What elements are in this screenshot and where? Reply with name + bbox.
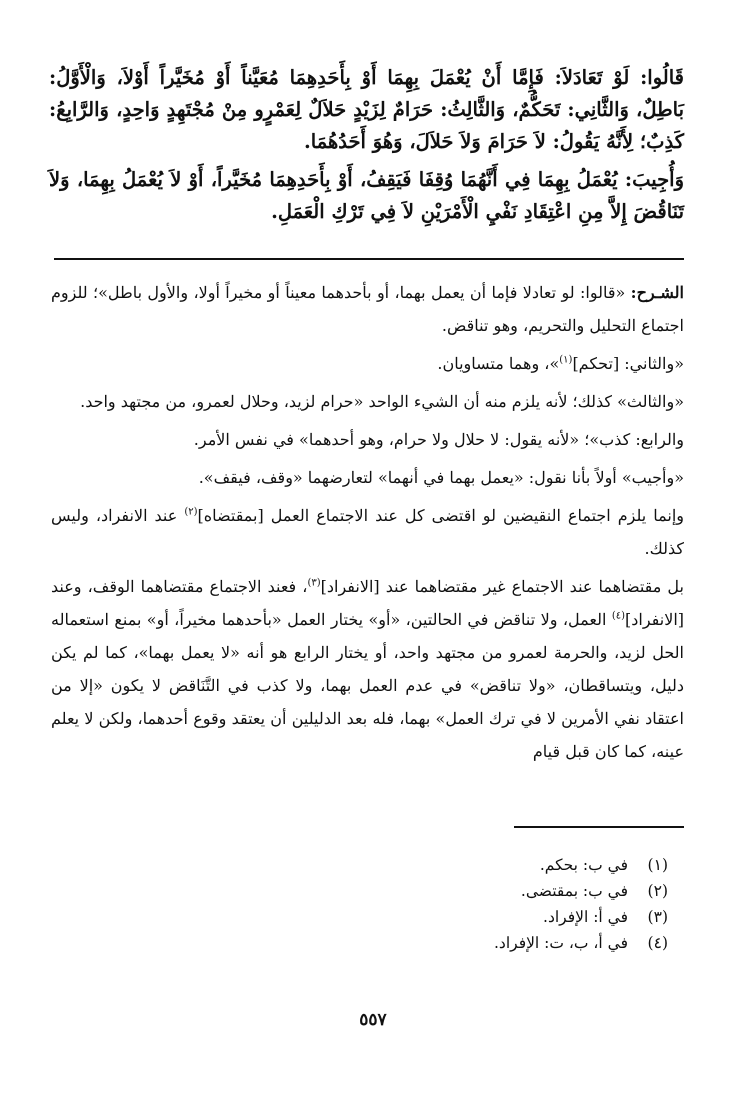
footnote-number: (٢)	[647, 882, 668, 900]
page-number: ٥٥٧	[359, 1010, 387, 1030]
main-text-divider	[54, 258, 684, 260]
footnote-number: (٣)	[647, 908, 668, 926]
commentary	[51, 276, 684, 768]
footnote-ref: (١)	[559, 354, 573, 366]
matn-paragraph-1: قَالُوا: لَوْ تَعَادَلاَ: فَإِمَّا أَنْ يُعْمَلَ بِهِمَا أَوْ بِأَحَدِهِمَا مُعَيَّناً أَوْ مُخَيَّراً أَوْلاَ، وَالْأَوَّلُ: بَاطِلٌ، وَالثَّانِي: تَحَكُّمٌ، وَالثَّالِثُ: حَرَامٌ لِزَيْدٍ حَلاَلٌ لِعَمْرٍو مِنْ مُجْتَهِدٍ وَاحِدٍ، وَالرَّابِعُ: كَذِبٌ؛ لِأَنَّهُ يَقُولُ: لاَ حَرَامَ وَلاَ حَلاَلَ، وَهُوَ أَحَدُهُمَا.	[49, 66, 684, 153]
footnote-4	[268, 930, 668, 956]
main-text	[49, 62, 684, 234]
commentary-paragraph-3: «والثالث» كذلك؛ لأنه يلزم منه أن الشيء الواحد «حرام لزيد، وحلال لعمرو، من مجتهد واحد.	[80, 392, 684, 411]
footnote-number: (١)	[647, 856, 668, 874]
footnotes-divider	[514, 826, 684, 828]
footnote-ref: (٣)	[307, 577, 321, 589]
commentary-text: العمل، ولا تناقض في الحالتين، «أو» يختار العمل «بأحدهما مخيراً، أو» بمنع استعماله الحل لزيد، والحرمة لعمرو من مجتهد واحد، أو يختار الرابع هو أنه «لا يعمل بهما»، كما لم يكن دليل، ويتساقطان، «ولا تناقض» في عدم العمل بهما، ولا كذب في التَّنَاقض لا يكون «إلا من اعتقاد نفي الأمرين لا في ترك العمل» بهما، فله بعد الدليلين أن يعتقد وقوع أحدهما، ولكن لا يعلم عينه، كما كان قبل قيام	[51, 610, 684, 761]
commentary-paragraph-2	[51, 347, 684, 380]
matn-paragraph-2: وَأُجِيبَ: يُعْمَلُ بِهِمَا فِي أَنَّهُمَا وُقِفَا فَيَقِفُ، أَوْ بِأَحَدِهِمَا مُخَيَّراً، أَوْ لاَ يُعْمَلُ بِهِمَا، وَلاَ تَنَاقُضَ إِلاَّ مِنِ اعْتِقَادِ نَفْيِ الْأَمْرَيْنِ لاَ فِي تَرْكِ الْعَمَلِ.	[49, 168, 684, 223]
commentary-text: عند الانفراد، وليس كذلك.	[51, 506, 684, 558]
footnote-1	[268, 852, 668, 878]
commentary-text: «والثاني: [تحكم]	[572, 354, 684, 373]
footnote-2	[268, 878, 668, 904]
commentary-text: وإنما يلزم اجتماع النقيضين لو اقتضى كل عند الاجتماع العمل [بمقتضاه]	[197, 506, 684, 525]
commentary-text: »، وهما متساويان.	[437, 354, 560, 373]
footnote-text: في ب: بحكم.	[539, 856, 628, 874]
footnote-ref: (٢)	[184, 506, 198, 518]
commentary-text: بل مقتضاهما عند الاجتماع غير مقتضاهما عند [الانفراد]	[320, 577, 684, 596]
commentary-paragraph-7	[51, 570, 684, 768]
commentary-paragraph-4: والرابع: كذب»؛ «لأنه يقول: لا حلال ولا حرام، وهو أحدهما» في نفس الأمر.	[193, 430, 684, 449]
footnote-ref: (٤)	[611, 610, 625, 622]
commentary-text: ، فعند الاجتماع مقتضاهما الوقف، وعند [الانفراد]	[51, 577, 684, 629]
commentary-paragraph-1	[51, 276, 684, 342]
commentary-paragraph-5: «وأجيب» أولاً بأنا نقول: «يعمل بهما في أنهما» لتعارضهما «وقف، فيقف».	[198, 468, 684, 487]
footnote-text: في ب: بمقتضى.	[520, 882, 628, 900]
footnote-number: (٤)	[647, 934, 668, 952]
commentary-label: الشـرح:	[630, 283, 684, 302]
footnotes	[268, 852, 668, 956]
footnote-3	[268, 904, 668, 930]
footnote-text: في أ، ب، ت: الإفراد.	[494, 934, 628, 952]
footnote-text: في أ: الإفراد.	[543, 908, 628, 926]
commentary-paragraph-6	[51, 499, 684, 565]
commentary-text: «قالوا: لو تعادلا فإما أن يعمل بهما، أو بأحدهما معيناً أو مخيراً أولا، والأول باطل»؛ للزوم اجتماع التحليل والتحريم، وهو تناقض.	[51, 283, 684, 335]
